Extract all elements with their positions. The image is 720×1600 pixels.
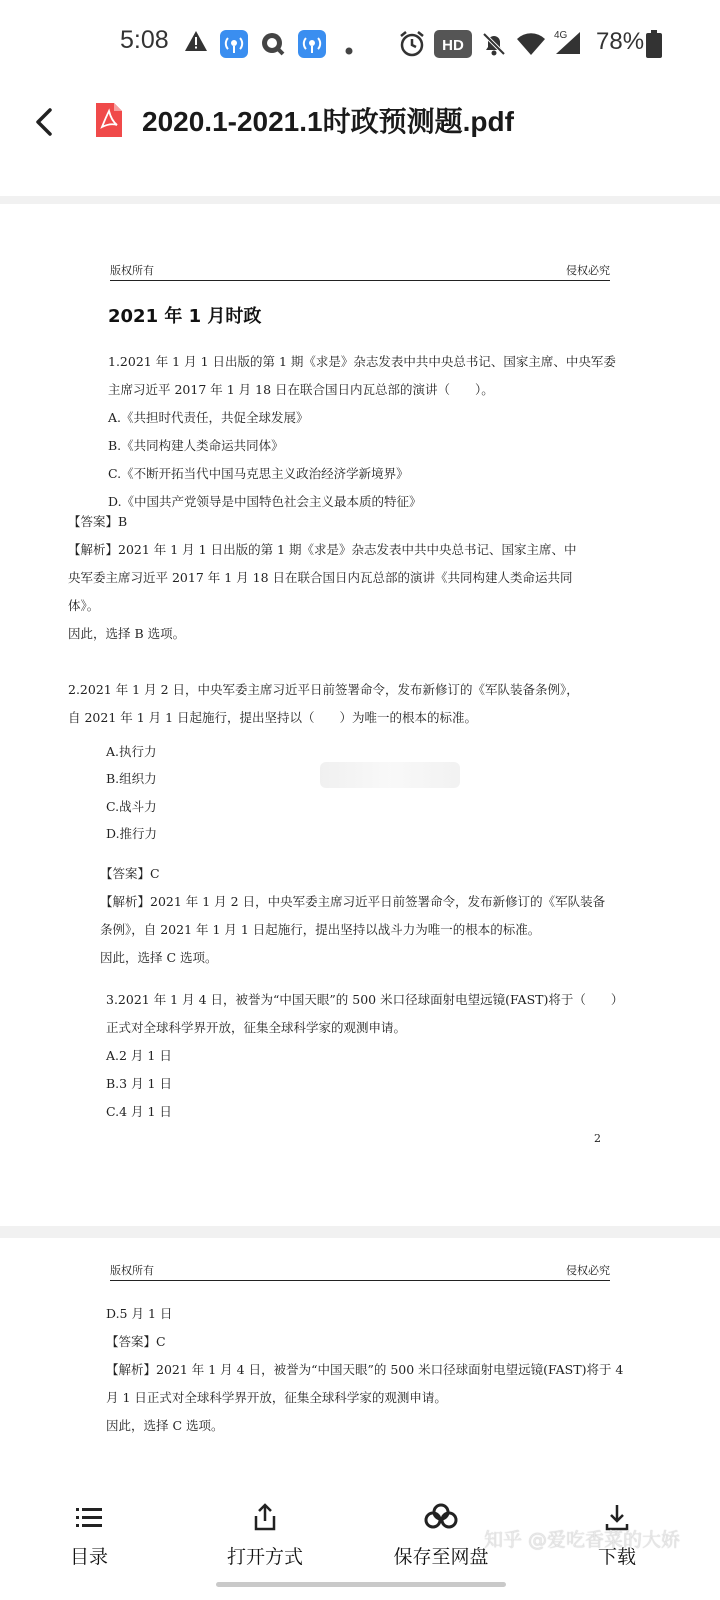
text-line: 2.2021 年 1 月 2 日，中央军委主席习近平日前签署命令，发布新修订的《军队装备条例》，: [68, 682, 579, 697]
text-line: 自 2021 年 1 月 1 日起施行，提出坚持以（ ）为唯一的根本的标准。: [68, 710, 478, 725]
pdf-page-2: [0, 204, 720, 1226]
page-number: 2: [594, 1132, 601, 1145]
home-indicator[interactable]: [216, 1582, 506, 1587]
text-line: 【解析】2021 年 1 月 1 日出版的第 1 期《求是》杂志发表中共中央总书记、国家主席、中: [68, 542, 577, 557]
page-header: [110, 1260, 610, 1281]
download-label: 下载: [597, 1546, 636, 1568]
answer-line: 【答案】C: [106, 1334, 166, 1349]
answer-line: 【答案】B: [68, 514, 128, 529]
text-line: C.《不断开拓当代中国马克思主义政治经济学新境界》: [108, 466, 409, 481]
text-line: C.战斗力: [106, 799, 157, 814]
cloud-icon: [423, 1502, 459, 1532]
zhihu-watermark: 知乎 @爱吃香菜的大娇: [484, 1529, 681, 1551]
text-line: D.推行力: [106, 826, 158, 841]
q-app-icon: [260, 31, 286, 61]
text-line: A.执行力: [106, 744, 157, 759]
text-line: A.2 月 1 日: [106, 1048, 172, 1063]
alarm-icon: [398, 30, 426, 62]
hotspot-app-icon-2: [298, 30, 326, 62]
header-left: 版权所有: [110, 264, 154, 277]
text-line: 主席习近平 2017 年 1 月 18 日在联合国日内瓦总部的演讲（ ）。: [108, 382, 494, 397]
text-line: 条例》，自 2021 年 1 月 1 日起施行，提出坚持以战斗力为唯一的根本的标准。: [100, 922, 541, 937]
back-arrow-icon[interactable]: [30, 104, 60, 144]
text-line: 月 1 日正式对全球科学界开放，征集全球科学家的观测申请。: [106, 1390, 447, 1405]
warning-icon: [184, 30, 208, 56]
text-line: 因此，选择 B 选项。: [68, 626, 186, 641]
header-left: 版权所有: [110, 1264, 154, 1277]
header-right: 侵权必究: [566, 264, 610, 277]
text-line: 央军委主席习近平 2017 年 1 月 18 日在联合国日内瓦总部的演讲《共同构建人类命运共同: [68, 570, 573, 585]
text-line: 体》。: [68, 598, 100, 613]
mute-bell-icon: [481, 31, 507, 61]
text-line: D.5 月 1 日: [106, 1306, 173, 1321]
text-line: D.《中国共产党领导是中国特色社会主义最本质的特征》: [108, 494, 422, 509]
answer-line: 【答案】C: [100, 866, 160, 881]
text-line: B.《共同构建人类命运共同体》: [108, 438, 284, 453]
battery-icon: [646, 30, 662, 62]
pdf-viewer[interactable]: [0, 196, 720, 1526]
toc-label: 目录: [69, 1546, 108, 1568]
document-title: 2020.1-2021.1时政预测题.pdf: [142, 106, 514, 137]
text-line: B.3 月 1 日: [106, 1076, 172, 1091]
pdf-file-icon: [96, 103, 122, 137]
text-line: 【解析】2021 年 1 月 2 日，中央军委主席习近平日前签署命令，发布新修订的《军队装备: [100, 894, 606, 909]
text-line: A.《共担时代责任，共促全球发展》: [108, 410, 309, 425]
dot-icon: [345, 40, 353, 59]
text-line: 因此，选择 C 选项。: [100, 950, 218, 965]
text-line: 1.2021 年 1 月 1 日出版的第 1 期《求是》杂志发表中共中央总书记、国家主席、中央军委: [108, 354, 616, 369]
text-line: B.组织力: [106, 771, 157, 786]
blurred-watermark: [320, 762, 460, 788]
page-header: [110, 260, 610, 281]
svg-text:HD: HD: [442, 37, 464, 54]
text-line: 3.2021 年 1 月 4 日，被誉为“中国天眼”的 500 米口径球面射电望远镜(FAST)将于（ ）: [106, 992, 624, 1007]
text-line: 【解析】2021 年 1 月 4 日，被誉为“中国天眼”的 500 米口径球面射电望远镜(FAST)将于 4: [106, 1362, 624, 1377]
wifi-icon: [516, 32, 546, 60]
status-bar: [0, 0, 720, 90]
table-of-contents-button[interactable]: [14, 1490, 164, 1600]
hotspot-app-icon: [220, 30, 248, 62]
section-title: 2021 年 1 月时政: [108, 306, 262, 327]
share-icon: [250, 1502, 280, 1532]
svg-text:4G: 4G: [554, 30, 568, 41]
cellular-4g-icon: [552, 26, 582, 60]
text-line: C.4 月 1 日: [106, 1104, 172, 1119]
title-bar: [0, 90, 720, 190]
battery-percentage: 78%: [596, 28, 645, 55]
open-with-label: 打开方式: [226, 1546, 303, 1568]
list-icon: [74, 1502, 104, 1532]
pdf-page-3: [0, 1238, 720, 1526]
text-line: 正式对全球科学界开放，征集全球科学家的观测申请。: [106, 1020, 407, 1035]
text-line: 因此，选择 C 选项。: [106, 1418, 224, 1433]
save-to-cloud-label: 保存至网盘: [393, 1546, 489, 1568]
header-right: 侵权必究: [566, 1264, 610, 1277]
status-time: 5:08: [120, 26, 169, 54]
hd-badge: [434, 30, 472, 62]
